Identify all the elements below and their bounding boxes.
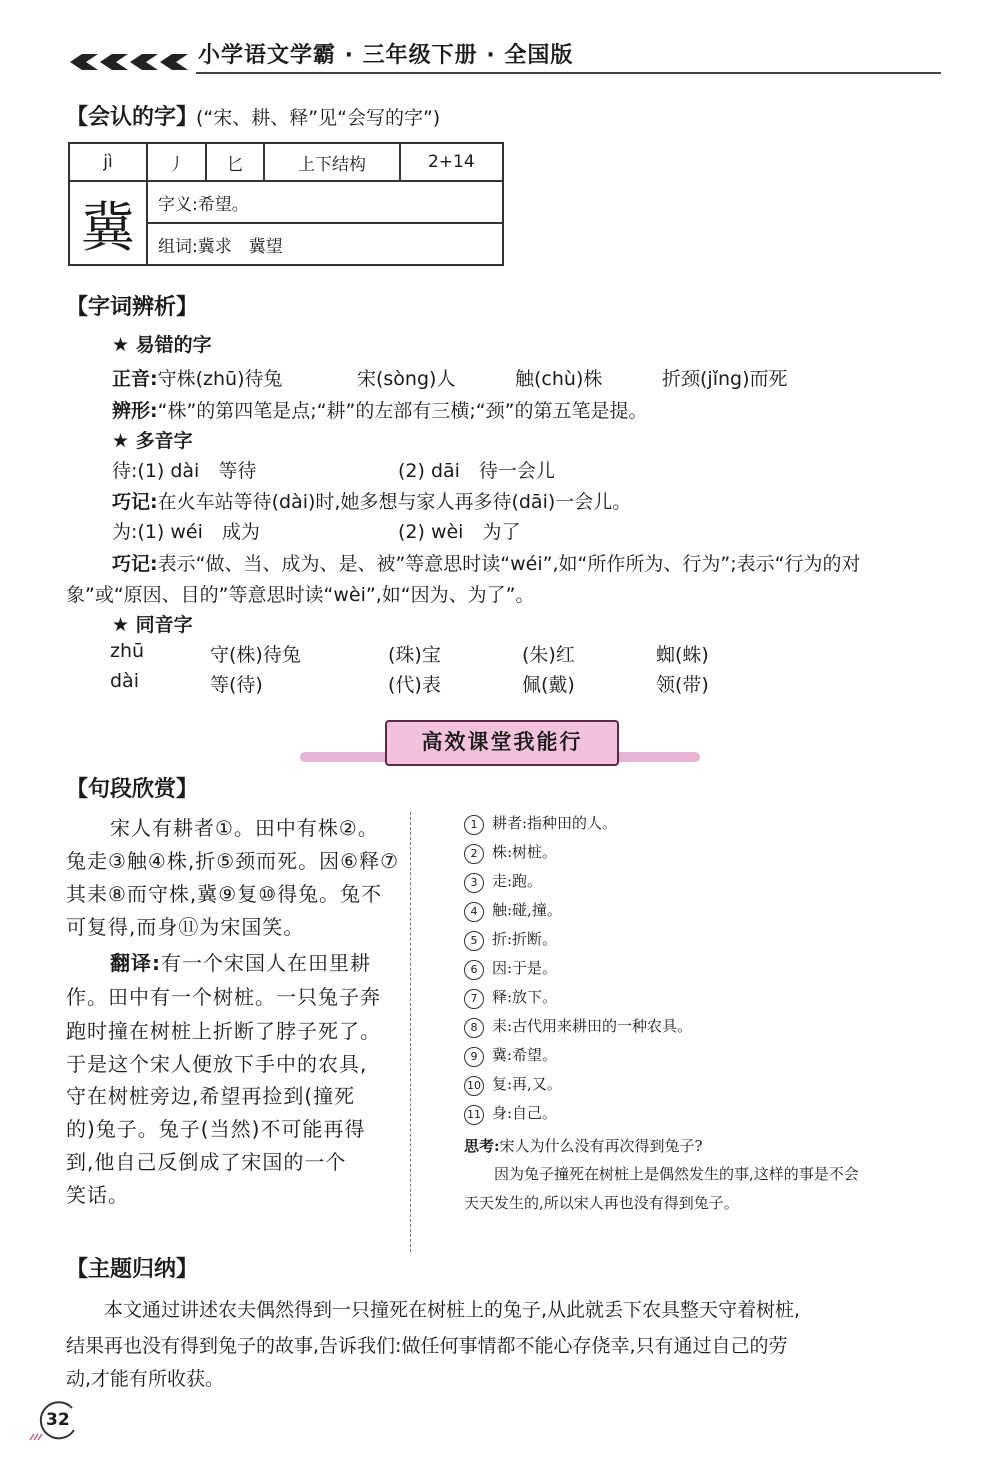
recognize-note: (“宋、耕、释”见“会写的字”) — [196, 107, 441, 129]
wei-tip-label: 巧记: — [112, 553, 158, 575]
footnote-text: 因:于是。 — [492, 959, 558, 977]
footnote — [464, 899, 562, 922]
translation-line: 作。田中有一个树桩。一只兔子奔 — [66, 985, 381, 1009]
radical-cell: 丿 — [147, 143, 206, 181]
translation-line: 守在树桩旁边,希望再捡到(撞死 — [66, 1084, 356, 1108]
section-title-analysis: 【字词辨析】 — [66, 295, 199, 320]
footnote-number: 3 — [464, 873, 484, 893]
footnote-text: 耕者:指种田的人。 — [492, 814, 618, 832]
footnote-text: 复:再,又。 — [492, 1075, 562, 1093]
page-number: 32 — [46, 1410, 70, 1430]
correct-sound-item: 宋(sòng)人 — [357, 368, 456, 390]
think-question: 宋人为什么没有再次得到兔子? — [499, 1137, 703, 1155]
dai-item: 领(带) — [656, 674, 709, 696]
dai-item: 佩(戴) — [522, 674, 575, 696]
footnote-text: 折:折断。 — [492, 930, 558, 948]
correct-sound-row — [112, 364, 283, 391]
footnote — [464, 1102, 557, 1125]
shape-label: 辨形: — [112, 400, 158, 422]
footnote — [464, 1073, 562, 1096]
section-title-appreciate: 【句段欣赏】 — [66, 777, 199, 802]
translation-line: 笑话。 — [66, 1183, 129, 1207]
wei-tip-row — [112, 549, 860, 576]
theme-line: 本文通过讲述农夫偶然得到一只撞死在树桩上的兔子,从此就丢下农具整天守着树桩, — [104, 1299, 801, 1321]
classical-line: 可复得,而身⑪为宋国笑。 — [66, 915, 305, 939]
stroke-head-cell: 匕 — [206, 143, 265, 181]
dai-item: (代)表 — [388, 674, 441, 696]
footnote-number: 1 — [464, 815, 484, 835]
section-title-recognize: 【会认的字】 — [66, 105, 199, 130]
zhu-pinyin: zhū — [110, 640, 145, 662]
translation-line: 的)兔子。兔子(当然)不可能再得 — [66, 1117, 366, 1141]
zhu-item: 蜘(蛛) — [656, 644, 709, 666]
correct-sound-item: 守株(zhū)待兔 — [157, 368, 283, 390]
correct-sound-item: 触(chù)株 — [515, 368, 603, 390]
footnote-text: 释:放下。 — [492, 988, 558, 1006]
footnote-number: 11 — [464, 1105, 484, 1125]
footnote-number: 10 — [464, 1076, 484, 1096]
zhu-item: (珠)宝 — [388, 644, 441, 666]
footnote — [464, 1015, 692, 1038]
dai-line-b: (2) dāi 待一会儿 — [398, 460, 555, 482]
dai-item: 等(待) — [210, 674, 263, 696]
footnote-number: 7 — [464, 989, 484, 1009]
dai-pinyin: dài — [110, 670, 139, 692]
footnote-text: 身:自己。 — [492, 1104, 558, 1122]
classical-line: 其耒⑧而守株,冀⑨复⑩得兔。兔不 — [66, 882, 383, 906]
footnote-text: 耒:古代用来耕田的一种农具。 — [492, 1017, 693, 1035]
section-title-theme: 【主题归纳】 — [66, 1257, 199, 1282]
polyphone-title: ★ 多音字 — [112, 430, 193, 452]
footnote-number: 4 — [464, 902, 484, 922]
dai-tip-row — [112, 487, 631, 514]
footnote-number: 9 — [464, 1047, 484, 1067]
character-cell: 冀 — [69, 181, 147, 265]
translation-row — [110, 947, 371, 976]
wei-line-b: (2) wèi 为了 — [398, 521, 521, 543]
header-title: 小学语文学霸 · 三年级下册 · 全国版 — [198, 43, 574, 68]
dai-tip-label: 巧记: — [112, 491, 158, 513]
footnote — [464, 812, 617, 835]
shape-row — [112, 396, 647, 423]
correct-sound-label: 正音: — [112, 368, 158, 390]
shape-text: “株”的第四笔是点;“耕”的左部有三横;“颈”的第五笔是提。 — [157, 400, 648, 422]
footnote — [464, 928, 557, 951]
zhu-item: (朱)红 — [522, 644, 575, 666]
header-decoration — [70, 54, 194, 70]
structure-cell: 上下结构 — [264, 143, 399, 181]
dai-line-a: 待:(1) dài 等待 — [112, 460, 257, 482]
homophone-title: ★ 同音字 — [112, 614, 193, 636]
footnote-number: 2 — [464, 844, 484, 864]
char-table — [68, 142, 504, 266]
wei-line-a: 为:(1) wéi 成为 — [112, 521, 260, 543]
footnote — [464, 870, 542, 893]
translation-line: 于是这个宋人便放下手中的农具, — [66, 1052, 368, 1076]
translation-line: 有一个宋国人在田里耕 — [161, 951, 371, 975]
footnote — [464, 841, 557, 864]
column-divider — [410, 812, 412, 1252]
theme-line: 动,才能有所收获。 — [66, 1368, 225, 1390]
dai-tip: 在火车站等待(dài)时,她多想与家人再多待(dāi)一会儿。 — [157, 491, 632, 513]
zhu-item: 守(株)待兔 — [210, 644, 301, 666]
words-cell: 组词:冀求 冀望 — [147, 223, 503, 265]
footnote-text: 冀:希望。 — [492, 1046, 558, 1064]
footnote — [464, 957, 557, 980]
think-label: 思考: — [464, 1137, 500, 1155]
pinyin-cell: jì — [69, 143, 147, 181]
meaning-cell: 字义:希望。 — [147, 181, 503, 223]
theme-line: 结果再也没有得到兔子的故事,告诉我们:做任何事情都不能心存侥幸,只有通过自己的劳 — [66, 1335, 788, 1357]
translation-label: 翻译: — [110, 951, 161, 975]
footnote-number: 5 — [464, 931, 484, 951]
footnote-number: 6 — [464, 960, 484, 980]
think-answer-line-2: 天天发生的,所以宋人再也没有得到兔子。 — [464, 1194, 739, 1212]
classical-line: 宋人有耕者①。田中有株②。 — [110, 816, 379, 840]
header-rule — [196, 72, 941, 74]
easy-wrong-title: ★ 易错的字 — [112, 334, 212, 356]
footnote-text: 走:跑。 — [492, 872, 543, 890]
footnote — [464, 986, 557, 1009]
footnote-text: 株:树桩。 — [492, 843, 558, 861]
think-answer-line-1: 因为兔子撞死在树桩上是偶然发生的事,这样的事是不会 — [494, 1165, 859, 1183]
translation-line: 跑时撞在树桩上折断了脖子死了。 — [66, 1019, 381, 1043]
classical-line: 兔走③触④株,折⑤颈而死。因⑥释⑦ — [66, 849, 400, 873]
wei-tip-line-2: 象”或“原因、目的”等意思时读“wèi”,如“因为、为了”。 — [66, 584, 535, 606]
translation-line: 到,他自己反倒成了宋国的一个 — [66, 1150, 347, 1174]
strokes-cell: 2+14 — [400, 143, 503, 181]
wei-tip-line-1: 表示“做、当、成为、是、被”等意思时读“wéi”,如“所作所为、行为”;表示“行为的对 — [157, 553, 861, 575]
think-question-row — [464, 1135, 703, 1156]
footnote-text: 触:碰,撞。 — [492, 901, 562, 919]
section-banner: 高效课堂我能行 — [385, 720, 619, 766]
footnote — [464, 1044, 557, 1067]
footnote-number: 8 — [464, 1018, 484, 1038]
correct-sound-item: 折颈(jǐng)而死 — [662, 368, 788, 390]
